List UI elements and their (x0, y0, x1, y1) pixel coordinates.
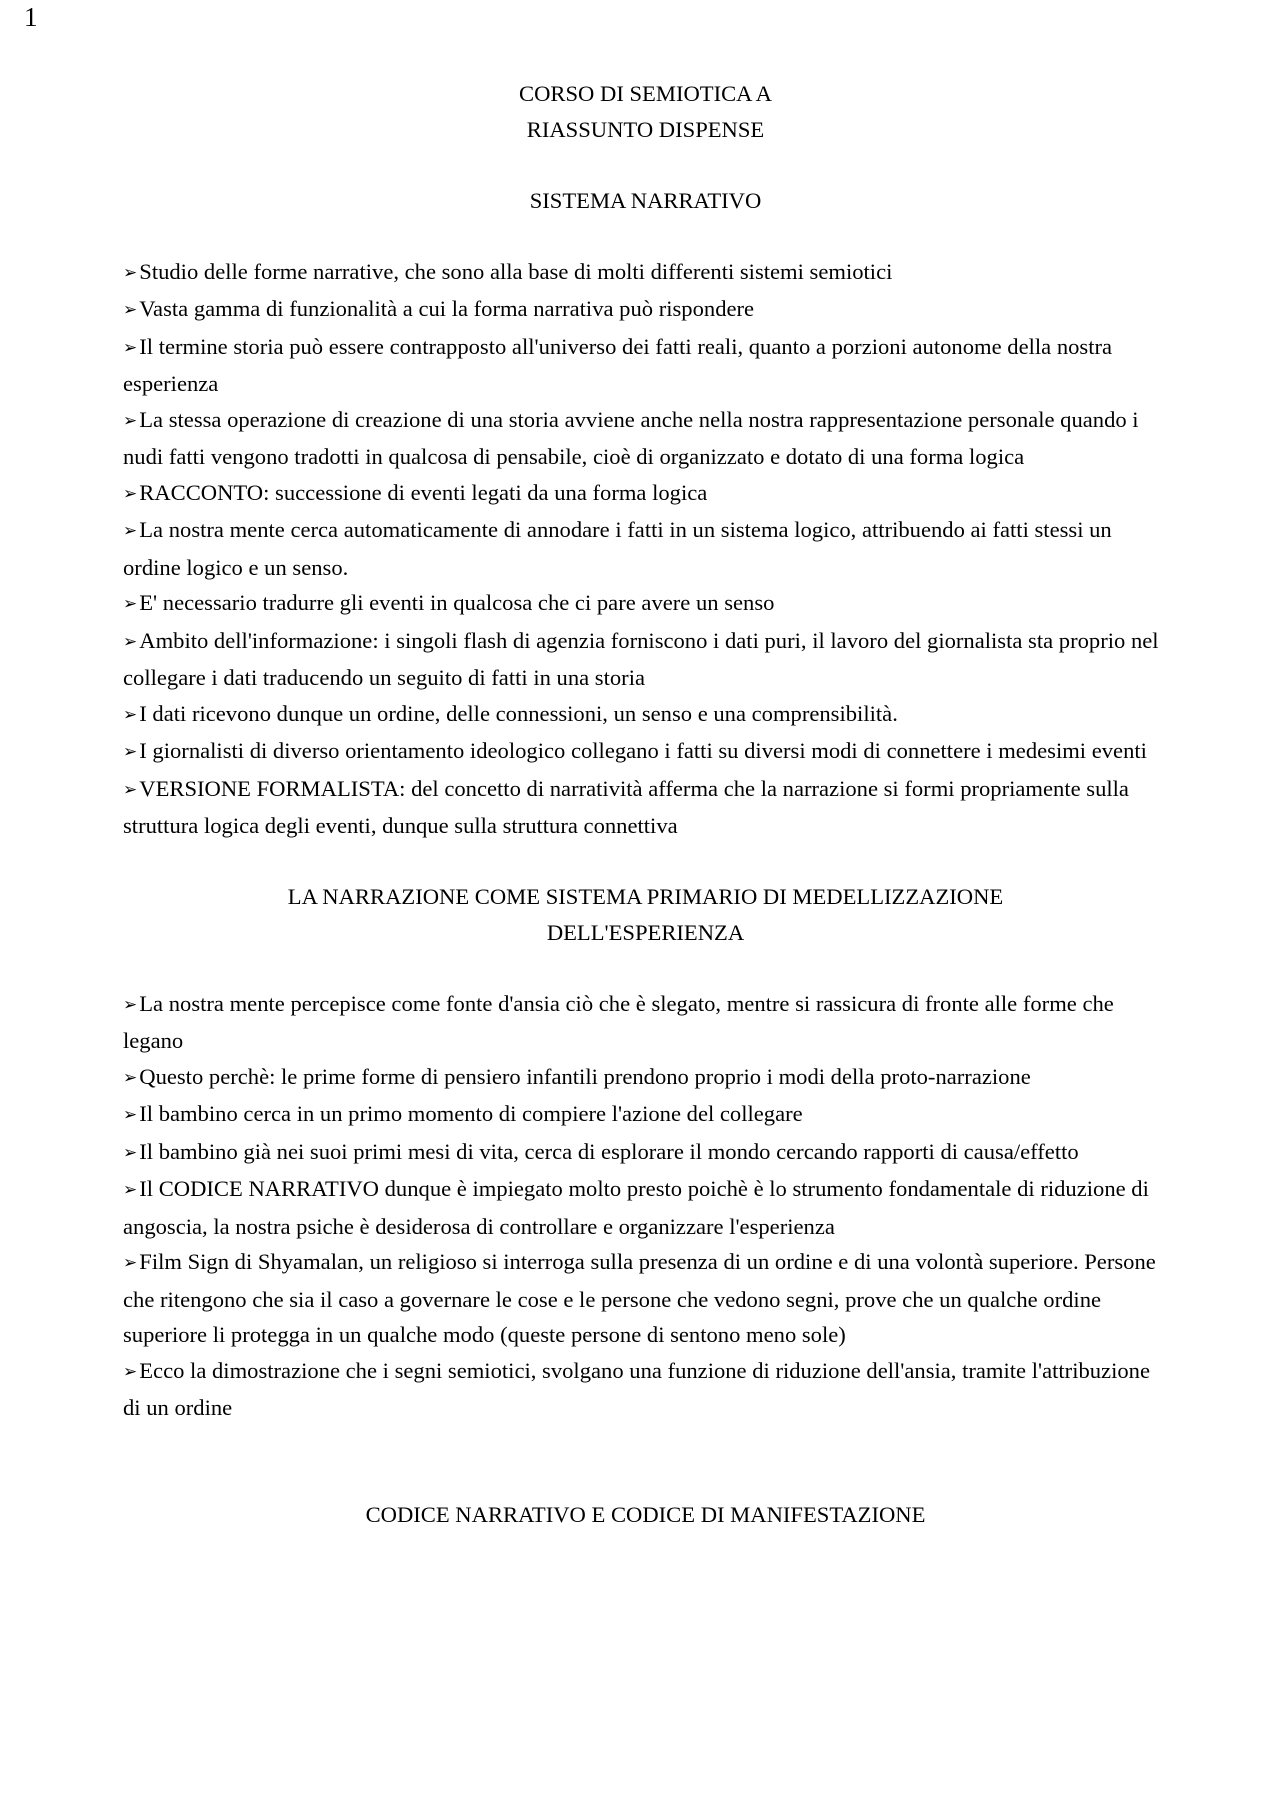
list-item (123, 475, 1168, 513)
list-item (123, 291, 1168, 329)
list-item-text: Il CODICE NARRATIVO dunque è impiegato molto presto poichè è lo strumento fondamentale di riduzione di angoscia, la nostra psiche è desiderosa di controllare e organizzare l'esperienza (123, 1176, 1149, 1239)
list-item-text: La stessa operazione di creazione di una storia avviene anche nella nostra rappresentazione personale quando i nudi fatti vengono tradotti in qualcosa di pensabile, cioè di organizzato e dotato di una forma logica (123, 406, 1139, 469)
list-item (123, 585, 1168, 623)
section-heading-continued: DELL'ESPERIENZA (546, 919, 745, 945)
arrowhead-bullet-icon: ➢ (123, 1142, 138, 1163)
bullet-list (123, 986, 1168, 1426)
arrowhead-bullet-icon: ➢ (123, 483, 138, 504)
list-item (123, 1096, 1168, 1134)
list-item-text: E' necessario tradurre gli eventi in qualcosa che ci pare avere un senso (139, 590, 775, 615)
section-heading: LA NARRAZIONE COME SISTEMA PRIMARIO DI MEDELLIZZAZIONE (287, 884, 1004, 909)
list-item (123, 1244, 1168, 1353)
arrowhead-bullet-icon: ➢ (123, 594, 138, 614)
arrowhead-bullet-icon: ➢ (123, 631, 138, 652)
list-item-text: Ecco la dimostrazione che i segni semiotici, svolgano una funzione di riduzione dell'ansia, tramite l'attribuzione di un ordine (123, 1357, 1150, 1420)
arrowhead-bullet-icon: ➢ (123, 521, 138, 541)
arrowhead-bullet-icon: ➢ (123, 1361, 138, 1382)
list-item (123, 733, 1168, 771)
list-item-text: Vasta gamma di funzionalità a cui la forma narrativa può rispondere (139, 296, 755, 321)
list-item (123, 402, 1168, 475)
list-item (123, 512, 1168, 585)
arrowhead-bullet-icon: ➢ (123, 704, 138, 725)
list-item (123, 623, 1168, 696)
section-heading: SISTEMA NARRATIVO (529, 187, 762, 213)
spacer (123, 950, 1168, 986)
list-item-text: RACCONTO: successione di eventi legati da una forma logica (139, 479, 708, 505)
arrowhead-bullet-icon: ➢ (123, 1067, 138, 1088)
section-heading: CODICE NARRATIVO E CODICE DI MANIFESTAZIONE (365, 1501, 926, 1527)
document-title-line-2: RIASSUNTO DISPENSE (526, 116, 765, 142)
list-item-text: Il bambino già nei suoi primi mesi di vita, cerca di esplorare il mondo cercando rapporti di causa/effetto (139, 1138, 1079, 1164)
list-item (123, 771, 1168, 844)
list-item-text: Il termine storia può essere contrapposto all'universo dei fatti reali, quanto a porzioni autonome della nostra esperienza (123, 333, 1113, 396)
list-item-text: Questo perchè: le prime forme di pensiero infantili prendono proprio i modi della proto-narrazione (139, 1063, 1031, 1089)
list-item (123, 254, 1168, 292)
spacer (123, 147, 1168, 183)
document-body (123, 76, 1168, 1532)
arrowhead-bullet-icon: ➢ (123, 994, 138, 1015)
spacer (123, 1426, 1168, 1497)
arrowhead-bullet-icon: ➢ (123, 742, 138, 762)
arrowhead-bullet-icon: ➢ (123, 300, 138, 320)
arrowhead-bullet-icon: ➢ (123, 262, 138, 283)
list-item-text: Film Sign di Shyamalan, un religioso si interroga sulla presenza di un ordine e di una volontà superiore. Persone che ritengono che sia il caso a governare le cose e le persone che vedono segni, prove che un qualche ordine superiore li protegga in un qualche modo (queste persone di sentono meno sole) (123, 1249, 1156, 1347)
arrowhead-bullet-icon: ➢ (123, 1105, 138, 1125)
list-item-text: Ambito dell'informazione: i singoli flash di agenzia forniscono i dati puri, il lavoro del giornalista sta proprio nel collegare i dati traducendo un seguito di fatti in una storia (123, 627, 1159, 690)
list-item-text: La nostra mente cerca automaticamente di annodare i fatti in un sistema logico, attribuendo ai fatti stessi un ordine logico e un senso. (123, 517, 1112, 580)
document-title-line-1: CORSO DI SEMIOTICA A (519, 81, 772, 106)
spacer (123, 844, 1168, 880)
list-item-text: Studio delle forme narrative, che sono alla base di molti differenti sistemi semiotici (139, 258, 893, 284)
list-item (123, 1171, 1168, 1244)
list-item-text: I giornalisti di diverso orientamento ideologico collegano i fatti su diversi modi di connettere i medesimi eventi (139, 738, 1147, 763)
bullet-list (123, 254, 1168, 844)
arrowhead-bullet-icon: ➢ (123, 779, 138, 800)
list-item (123, 1059, 1168, 1097)
list-item-text: La nostra mente percepisce come fonte d'ansia ciò che è slegato, mentre si rassicura di fronte alle forme che legano (123, 990, 1114, 1053)
list-item (123, 986, 1168, 1059)
arrowhead-bullet-icon: ➢ (123, 1253, 138, 1273)
list-item (123, 696, 1168, 734)
list-item (123, 1353, 1168, 1426)
list-item-text: VERSIONE FORMALISTA: del concetto di narratività afferma che la narrazione si formi propriamente sulla struttura logica degli eventi, dunque sulla struttura connettiva (123, 775, 1129, 838)
list-item (123, 329, 1168, 402)
list-item-text: Il bambino cerca in un primo momento di compiere l'azione del collegare (139, 1101, 803, 1126)
list-item-text: I dati ricevono dunque un ordine, delle connessioni, un senso e una comprensibilità. (139, 700, 898, 726)
list-item (123, 1134, 1168, 1172)
page-number: 1 (24, 2, 38, 32)
spacer (123, 218, 1168, 254)
arrowhead-bullet-icon: ➢ (123, 410, 138, 431)
arrowhead-bullet-icon: ➢ (123, 1180, 138, 1200)
arrowhead-bullet-icon: ➢ (123, 337, 138, 358)
